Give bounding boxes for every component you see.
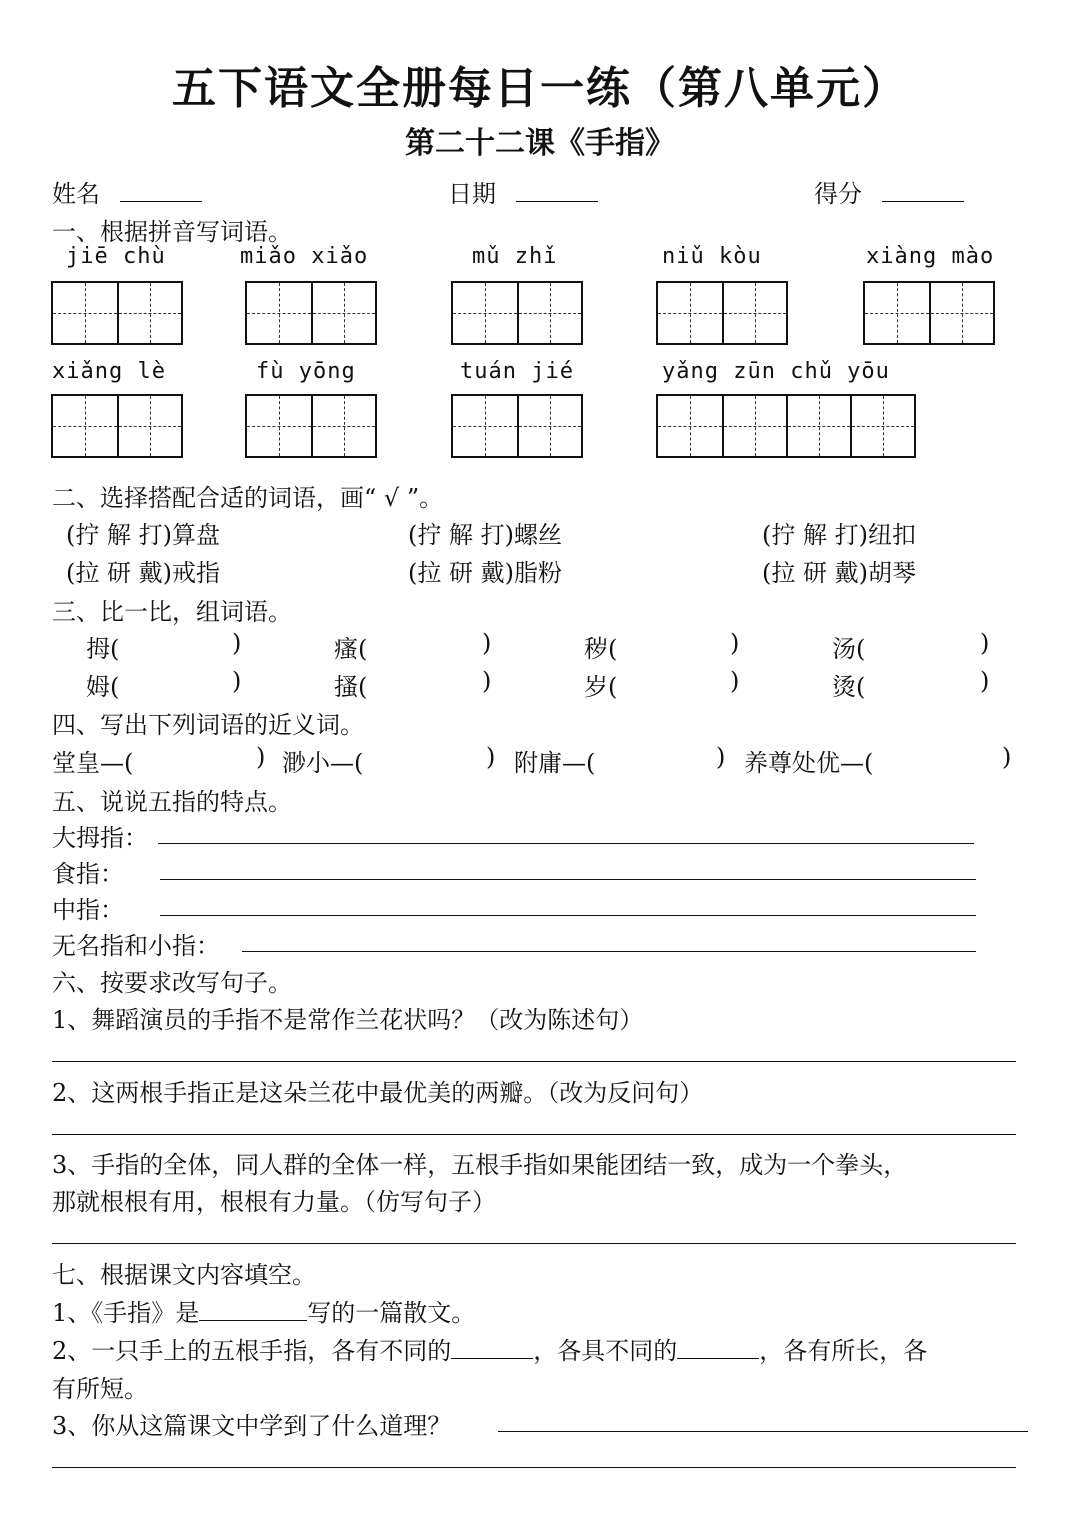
worksheet-title: 五下语文全册每日一练（第八单元） [172, 63, 908, 114]
rewrite-question: 2、这两根手指正是这朵兰花中最优美的两瓣。（改为反问句） [52, 1079, 704, 1107]
writing-grid[interactable] [245, 281, 377, 345]
compare-char: 姆( [86, 673, 120, 701]
section1-heading: 一、根据拼音写词语。 [52, 218, 292, 246]
fill-blank[interactable] [677, 1358, 759, 1359]
synonym-word: 渺小—( [282, 749, 364, 777]
date-blank[interactable] [516, 201, 598, 202]
date-label: 日期 [448, 180, 496, 208]
finger-label: 大拇指： [52, 824, 148, 852]
rewrite-question: 1、舞蹈演员的手指不是常作兰花状吗？（改为陈述句） [52, 1006, 644, 1034]
fill-question: 2、一只手上的五根手指，各有不同的 ，各具不同的 ，各有所长，各 [52, 1337, 928, 1365]
pinyin-label: jiē chù [66, 244, 166, 269]
fill-question: 1、《手指》是 写的一篇散文。 [52, 1299, 476, 1327]
finger-label: 中指： [52, 896, 124, 924]
compare-char: 瘙( [334, 635, 368, 663]
paren-close: ) [232, 667, 242, 695]
writing-grid[interactable] [656, 281, 788, 345]
synonym-word: 堂皇—( [52, 749, 134, 777]
answer-line[interactable] [242, 951, 976, 952]
paren-close: ) [1002, 743, 1012, 771]
pinyin-label: miǎo xiǎo [240, 244, 369, 269]
pinyin-label: xiàng mào [866, 244, 995, 269]
finger-label: 无名指和小指： [52, 932, 220, 960]
answer-line[interactable] [52, 1061, 1016, 1062]
paren-close: ) [482, 667, 492, 695]
paren-close: ) [980, 667, 990, 695]
name-blank[interactable] [120, 201, 202, 202]
rewrite-question-cont: 那就根根有用，根根有力量。（仿写句子） [52, 1188, 496, 1216]
paren-close: ) [730, 629, 740, 657]
paren-close: ) [232, 629, 242, 657]
lesson-subtitle: 第二十二课《手指》 [405, 126, 675, 161]
compare-char: 拇( [86, 635, 120, 663]
paren-close: ) [980, 629, 990, 657]
compare-char: 秽( [584, 635, 618, 663]
compare-char: 搔( [334, 673, 368, 701]
writing-grid[interactable] [451, 281, 583, 345]
section4-heading: 四、写出下列词语的近义词。 [52, 711, 364, 739]
paren-close: ) [730, 667, 740, 695]
writing-grid[interactable] [51, 281, 183, 345]
section6-heading: 六、按要求改写句子。 [52, 969, 292, 997]
choice-item[interactable]: (拉 研 戴)戒指 [66, 559, 220, 587]
score-label: 得分 [814, 180, 862, 208]
score-blank[interactable] [882, 201, 964, 202]
pinyin-label: mǔ zhǐ [472, 244, 558, 269]
choice-item[interactable]: (拧 解 打)螺丝 [408, 521, 562, 549]
name-label: 姓名 [52, 180, 100, 208]
choice-item[interactable]: (拉 研 戴)胡琴 [762, 559, 916, 587]
answer-line[interactable] [158, 843, 974, 844]
paren-close: ) [256, 743, 266, 771]
writing-grid[interactable] [656, 394, 916, 458]
section5-heading: 五、说说五指的特点。 [52, 788, 292, 816]
section2-heading: 二、选择搭配合适的词语，画“ √ ”。 [52, 484, 444, 512]
date-field [448, 174, 598, 209]
paren-close: ) [716, 743, 726, 771]
choice-item[interactable]: (拧 解 打)算盘 [66, 521, 220, 549]
paren-close: ) [482, 629, 492, 657]
pinyin-label: yǎng zūn chǔ yōu [662, 359, 890, 384]
section7-heading: 七、根据课文内容填空。 [52, 1261, 316, 1289]
fill-blank[interactable] [199, 1320, 307, 1321]
pinyin-label: tuán jié [460, 359, 574, 384]
finger-label: 食指： [52, 860, 124, 888]
answer-line[interactable] [160, 915, 976, 916]
synonym-word: 养尊处优—( [744, 749, 874, 777]
writing-grid[interactable] [451, 394, 583, 458]
answer-line[interactable] [52, 1243, 1016, 1244]
answer-line[interactable] [52, 1134, 1016, 1135]
compare-char: 烫( [832, 673, 866, 701]
compare-char: 岁( [584, 673, 618, 701]
choice-item[interactable]: (拧 解 打)纽扣 [762, 521, 916, 549]
answer-line[interactable] [498, 1431, 1028, 1432]
pinyin-label: xiǎng lè [52, 359, 166, 384]
section3-heading: 三、比一比，组词语。 [52, 598, 292, 626]
choice-item[interactable]: (拉 研 戴)脂粉 [408, 559, 562, 587]
writing-grid[interactable] [51, 394, 183, 458]
pinyin-label: fù yōng [256, 359, 356, 384]
pinyin-label: niǔ kòu [662, 244, 762, 269]
answer-line[interactable] [160, 879, 976, 880]
writing-grid[interactable] [245, 394, 377, 458]
name-field [52, 174, 202, 209]
answer-line[interactable] [52, 1467, 1016, 1468]
paren-close: ) [486, 743, 496, 771]
synonym-word: 附庸—( [514, 749, 596, 777]
fill-question: 3、你从这篇课文中学到了什么道理？ [52, 1412, 452, 1440]
fill-blank[interactable] [451, 1358, 533, 1359]
score-field [814, 174, 964, 209]
compare-char: 汤( [832, 635, 866, 663]
rewrite-question: 3、手指的全体，同人群的全体一样，五根手指如果能团结一致，成为一个拳头， [52, 1151, 908, 1179]
fill-question-cont: 有所短。 [52, 1375, 148, 1403]
writing-grid[interactable] [863, 281, 995, 345]
